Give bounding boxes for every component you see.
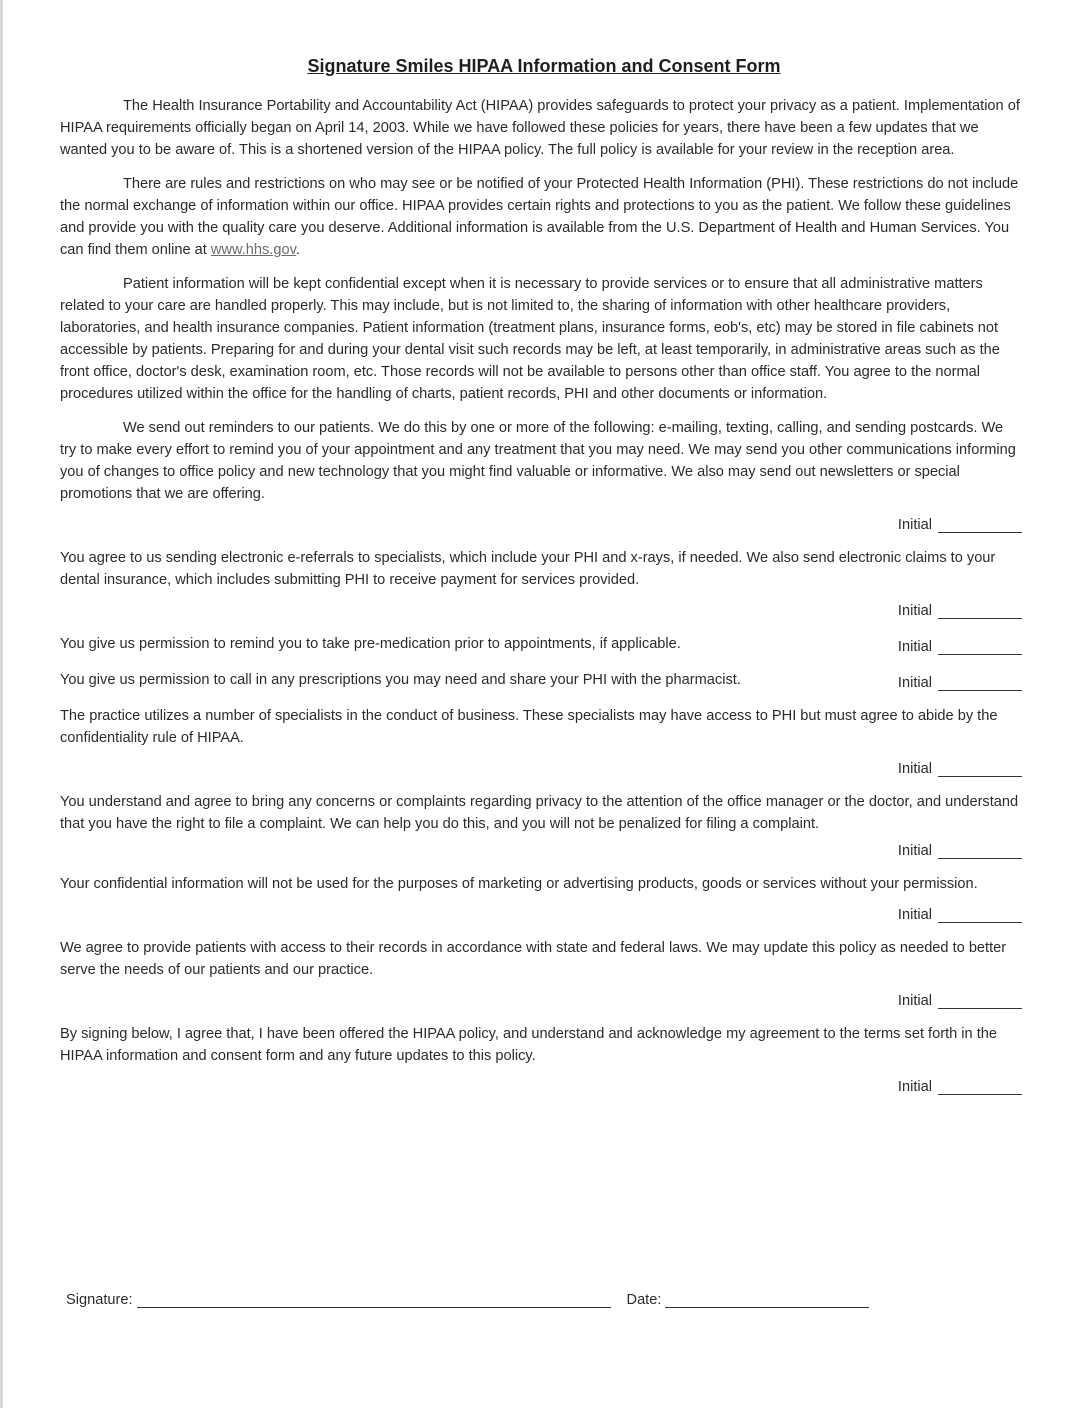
initial-line[interactable] — [938, 518, 1022, 533]
paragraph-specialists: The practice utilizes a number of specialists in the conduct of business. These specialists may have access to PHI but must agree to abide by the confidentiality rule of HIPAA. — [60, 708, 998, 746]
paragraph-e-referrals: You agree to us sending electronic e-referrals to specialists, which include your PHI and x-rays, if needed. We also send electronic claims to your dental insurance, which includes submitting PHI to receive payment for services provided. — [60, 550, 996, 588]
initial-label: Initial — [897, 907, 932, 923]
initial-field-marketing[interactable] — [898, 907, 1022, 923]
paragraph-confidentiality: Patient information will be kept confidential except when it is necessary to provide services or to ensure that all administrative matters related to your care are handled properly. This may include, but is not limited to, the sharing of information with other healthcare providers, laboratories, and health insurance companies. Patient information (treatment plans, insurance forms, eob's, etc) may be stored in file cabinets not accessible by patients. Preparing for and during your dental visit such records may be left, at least temporarily, in administrative areas such as the front office, doctor's desk, examination room, etc. Those records will not be available to persons other than office staff. You agree to the normal procedures utilized within the office for the handling of charts, patient records, PHI and other documents or information. — [60, 276, 1000, 402]
paragraph-hipaa-intro: The Health Insurance Portability and Accountability Act (HIPAA) provides safeguards to protect your privacy as a patient. Implementation of HIPAA requirements officially began on April 14, 2003. While we have followed these policies for years, there have been a few updates that we wanted you to be aware of. This is a shortened version of the HIPAA policy. The full policy is available for your review in the reception area. — [60, 98, 1020, 158]
paragraph-phi-rules-end: . — [295, 242, 300, 258]
paragraph-pre-medication: You give us permission to remind you to take pre-medication prior to appointments, if applicable. — [60, 636, 681, 652]
initial-line[interactable] — [938, 762, 1022, 777]
paragraph-phi-rules — [60, 173, 1022, 261]
initial-field-specialists[interactable] — [898, 761, 1022, 777]
paragraph-records-access: We agree to provide patients with access to their records in accordance with state and federal laws. We may update this policy as needed to better serve the needs of our patients and our practice. — [60, 940, 1007, 978]
initial-field-reminders[interactable] — [898, 517, 1022, 533]
initial-line[interactable] — [938, 844, 1022, 859]
initial-line[interactable] — [938, 604, 1022, 619]
initial-label: Initial — [897, 993, 932, 1009]
initial-label: Initial — [897, 1079, 932, 1095]
hhs-link[interactable]: www.hhs.gov — [210, 242, 296, 258]
scan-edge — [0, 0, 3, 1408]
initial-field-records-access[interactable] — [898, 993, 1022, 1009]
paragraph-prescriptions: You give us permission to call in any prescriptions you may need and share your PHI with the pharmacist. — [60, 672, 741, 688]
consent-form — [60, 56, 1022, 1109]
initial-field-prescriptions[interactable] — [898, 675, 1022, 691]
initial-label: Initial — [897, 675, 932, 691]
initial-label: Initial — [897, 639, 932, 655]
form-title: Signature Smiles HIPAA Information and Consent Form — [307, 56, 781, 76]
signature-row — [66, 1292, 869, 1308]
initial-field-pre-medication[interactable] — [898, 639, 1022, 655]
signature-line[interactable] — [137, 1293, 611, 1308]
initial-line[interactable] — [938, 908, 1022, 923]
date-label: Date: — [626, 1292, 662, 1308]
initial-line[interactable] — [938, 994, 1022, 1009]
initial-field-e-referrals[interactable] — [898, 603, 1022, 619]
date-line[interactable] — [665, 1293, 869, 1308]
paragraph-acknowledgement: By signing below, I agree that, I have been offered the HIPAA policy, and understand and acknowledge my agreement to the terms set forth in the HIPAA information and consent form and any future updates to this policy. — [60, 1026, 998, 1064]
initial-label: Initial — [897, 761, 932, 777]
paragraph-marketing: Your confidential information will not be used for the purposes of marketing or advertising products, goods or services without your permission. — [60, 876, 978, 892]
initial-field-acknowledgement[interactable] — [898, 1079, 1022, 1095]
initial-label: Initial — [897, 517, 932, 533]
initial-label: Initial — [897, 843, 932, 859]
paragraph-complaints: You understand and agree to bring any concerns or complaints regarding privacy to the attention of the office manager or the doctor, and understand that you have the right to file a complaint. We can help you do this, and you will not be penalized for filing a complaint. — [60, 794, 1019, 832]
initial-label: Initial — [897, 603, 932, 619]
initial-line[interactable] — [938, 640, 1022, 655]
initial-line[interactable] — [938, 676, 1022, 691]
paragraph-phi-rules-text: There are rules and restrictions on who may see or be notified of your Protected Health Information (PHI). These restrictions do not include the normal exchange of information within our office. HIPAA provides certain rights and protections to you as the patient. We follow these guidelines and provide you with the quality care you deserve. Additional information is available from the U.S. Department of Health and Human Services. You can find them online at — [60, 176, 1019, 258]
initial-line[interactable] — [938, 1080, 1022, 1095]
signature-label: Signature: — [66, 1292, 133, 1308]
initial-field-complaints[interactable] — [898, 843, 1022, 859]
paragraph-reminders: We send out reminders to our patients. We do this by one or more of the following: e-mailing, texting, calling, and sending postcards. We try to make every effort to remind you of your appointment and any treatment that you may need. We may send you other communications informing you of changes to office policy and new technology that you might find valuable or informative. We also may send out newsletters or special promotions that we are offering. — [60, 420, 1016, 502]
